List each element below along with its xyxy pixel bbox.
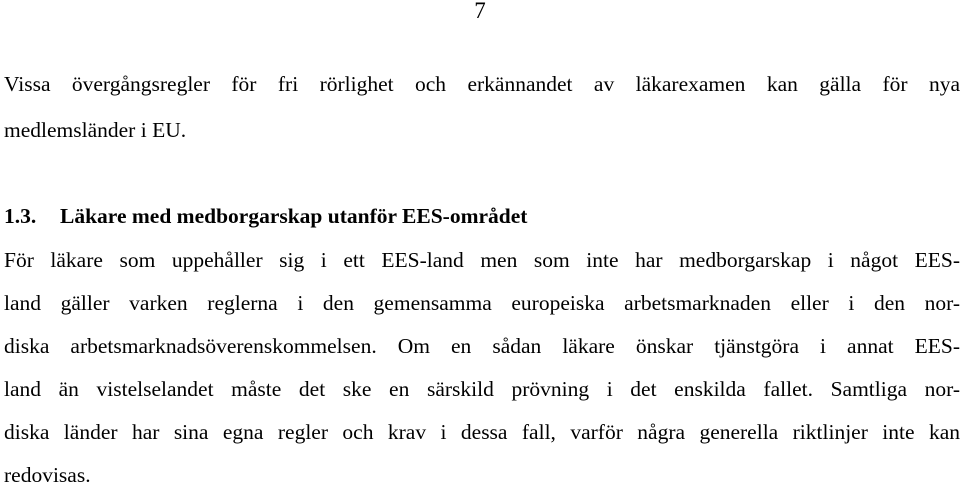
body-line-1: För läkare som uppehåller sig i ett EES-land men som inte har medborgarskap i något EES- bbox=[4, 248, 960, 272]
body-line-6: redovisas. bbox=[4, 463, 91, 487]
section-title: Läkare med medborgarskap utanför EES-området bbox=[60, 204, 528, 228]
intro-line-2: medlemsländer i EU. bbox=[4, 118, 187, 142]
section-number: 1.3. bbox=[4, 204, 37, 228]
body-line-4: land än vistelselandet måste det ske en särskild prövning i det enskilda fallet. Samtliga nor- bbox=[4, 377, 960, 401]
intro-line-1: Vissa övergångsregler för fri rörlighet och erkännandet av läkarexamen kan gälla för nya bbox=[4, 72, 960, 96]
section-heading bbox=[4, 203, 527, 229]
body-line-3: diska arbetsmarknadsöverenskommelsen. Om en sådan läkare önskar tjänstgöra i annat EES- bbox=[4, 334, 960, 358]
body-line-2: land gäller varken reglerna i den gemensamma europeiska arbetsmarknaden eller i den nor- bbox=[4, 291, 960, 315]
page-number: 7 bbox=[474, 0, 486, 23]
body-line-5: diska länder har sina egna regler och krav i dessa fall, varför några generella riktlinjer inte kan bbox=[4, 420, 960, 444]
